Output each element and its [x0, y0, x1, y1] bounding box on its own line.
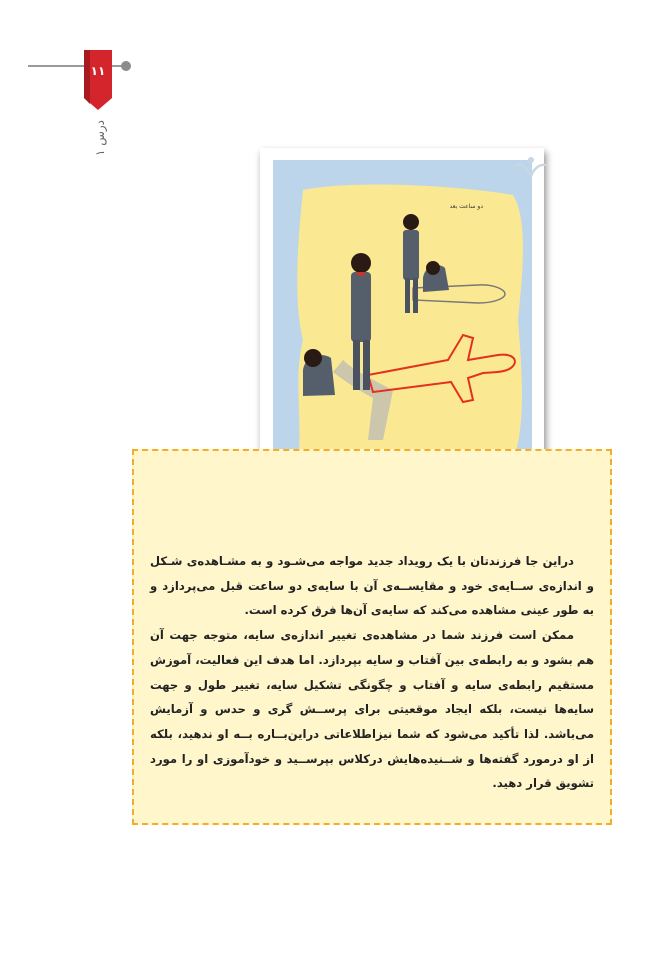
note-paragraph-1: دراین جا فرزندتان با یک رویداد جدید مواجه می‌شـود و به مشـاهده‌ی شـکل و اندازه‌ی ســایه‌ی خود و مقایســه‌ی آن با سایه‌ی دو ساعت قبل می‌پردازد و به طور عینی مشاهده می‌کند که سایه‌ی آن‌ها فرق کرده است.	[150, 554, 594, 618]
parent-note-text	[150, 549, 594, 796]
note-paragraph-2: ممکن است فرزند شما در مشاهده‌ی تغییر اندازه‌ی سایه، متوجه جهت آن هم بشود و به رابطه‌ی بین آفتاب و سایه بپردازد. اما هدف این فعالیت، آموزش مستقیم رابطه‌ی سایه و آفتاب و چگونگی تشکیل سایه، تغییر طول و جهت سایه‌ها نیست، بلکه ایجاد موقعیتی برای پرســش گری و حدس و آزمایش می‌باشد. لذا تأکید می‌شود که شما نیزاطلاعاتی دراین‌بــاره بــه او ندهید، بلکه از او درمورد گفته‌ها و شــنیده‌هایش درکلاس بپرســید و خودآموزی او را مورد تشویق قرار دهید.	[150, 628, 594, 791]
page-number: ۱۱	[90, 64, 106, 78]
header-rule-dot	[121, 61, 131, 71]
lesson-label: درس ۱	[93, 119, 107, 157]
figure-inner-title: دو ساعت بعد	[449, 203, 483, 210]
page-number-tab	[84, 50, 112, 110]
decorative-curl-icon	[514, 156, 548, 178]
